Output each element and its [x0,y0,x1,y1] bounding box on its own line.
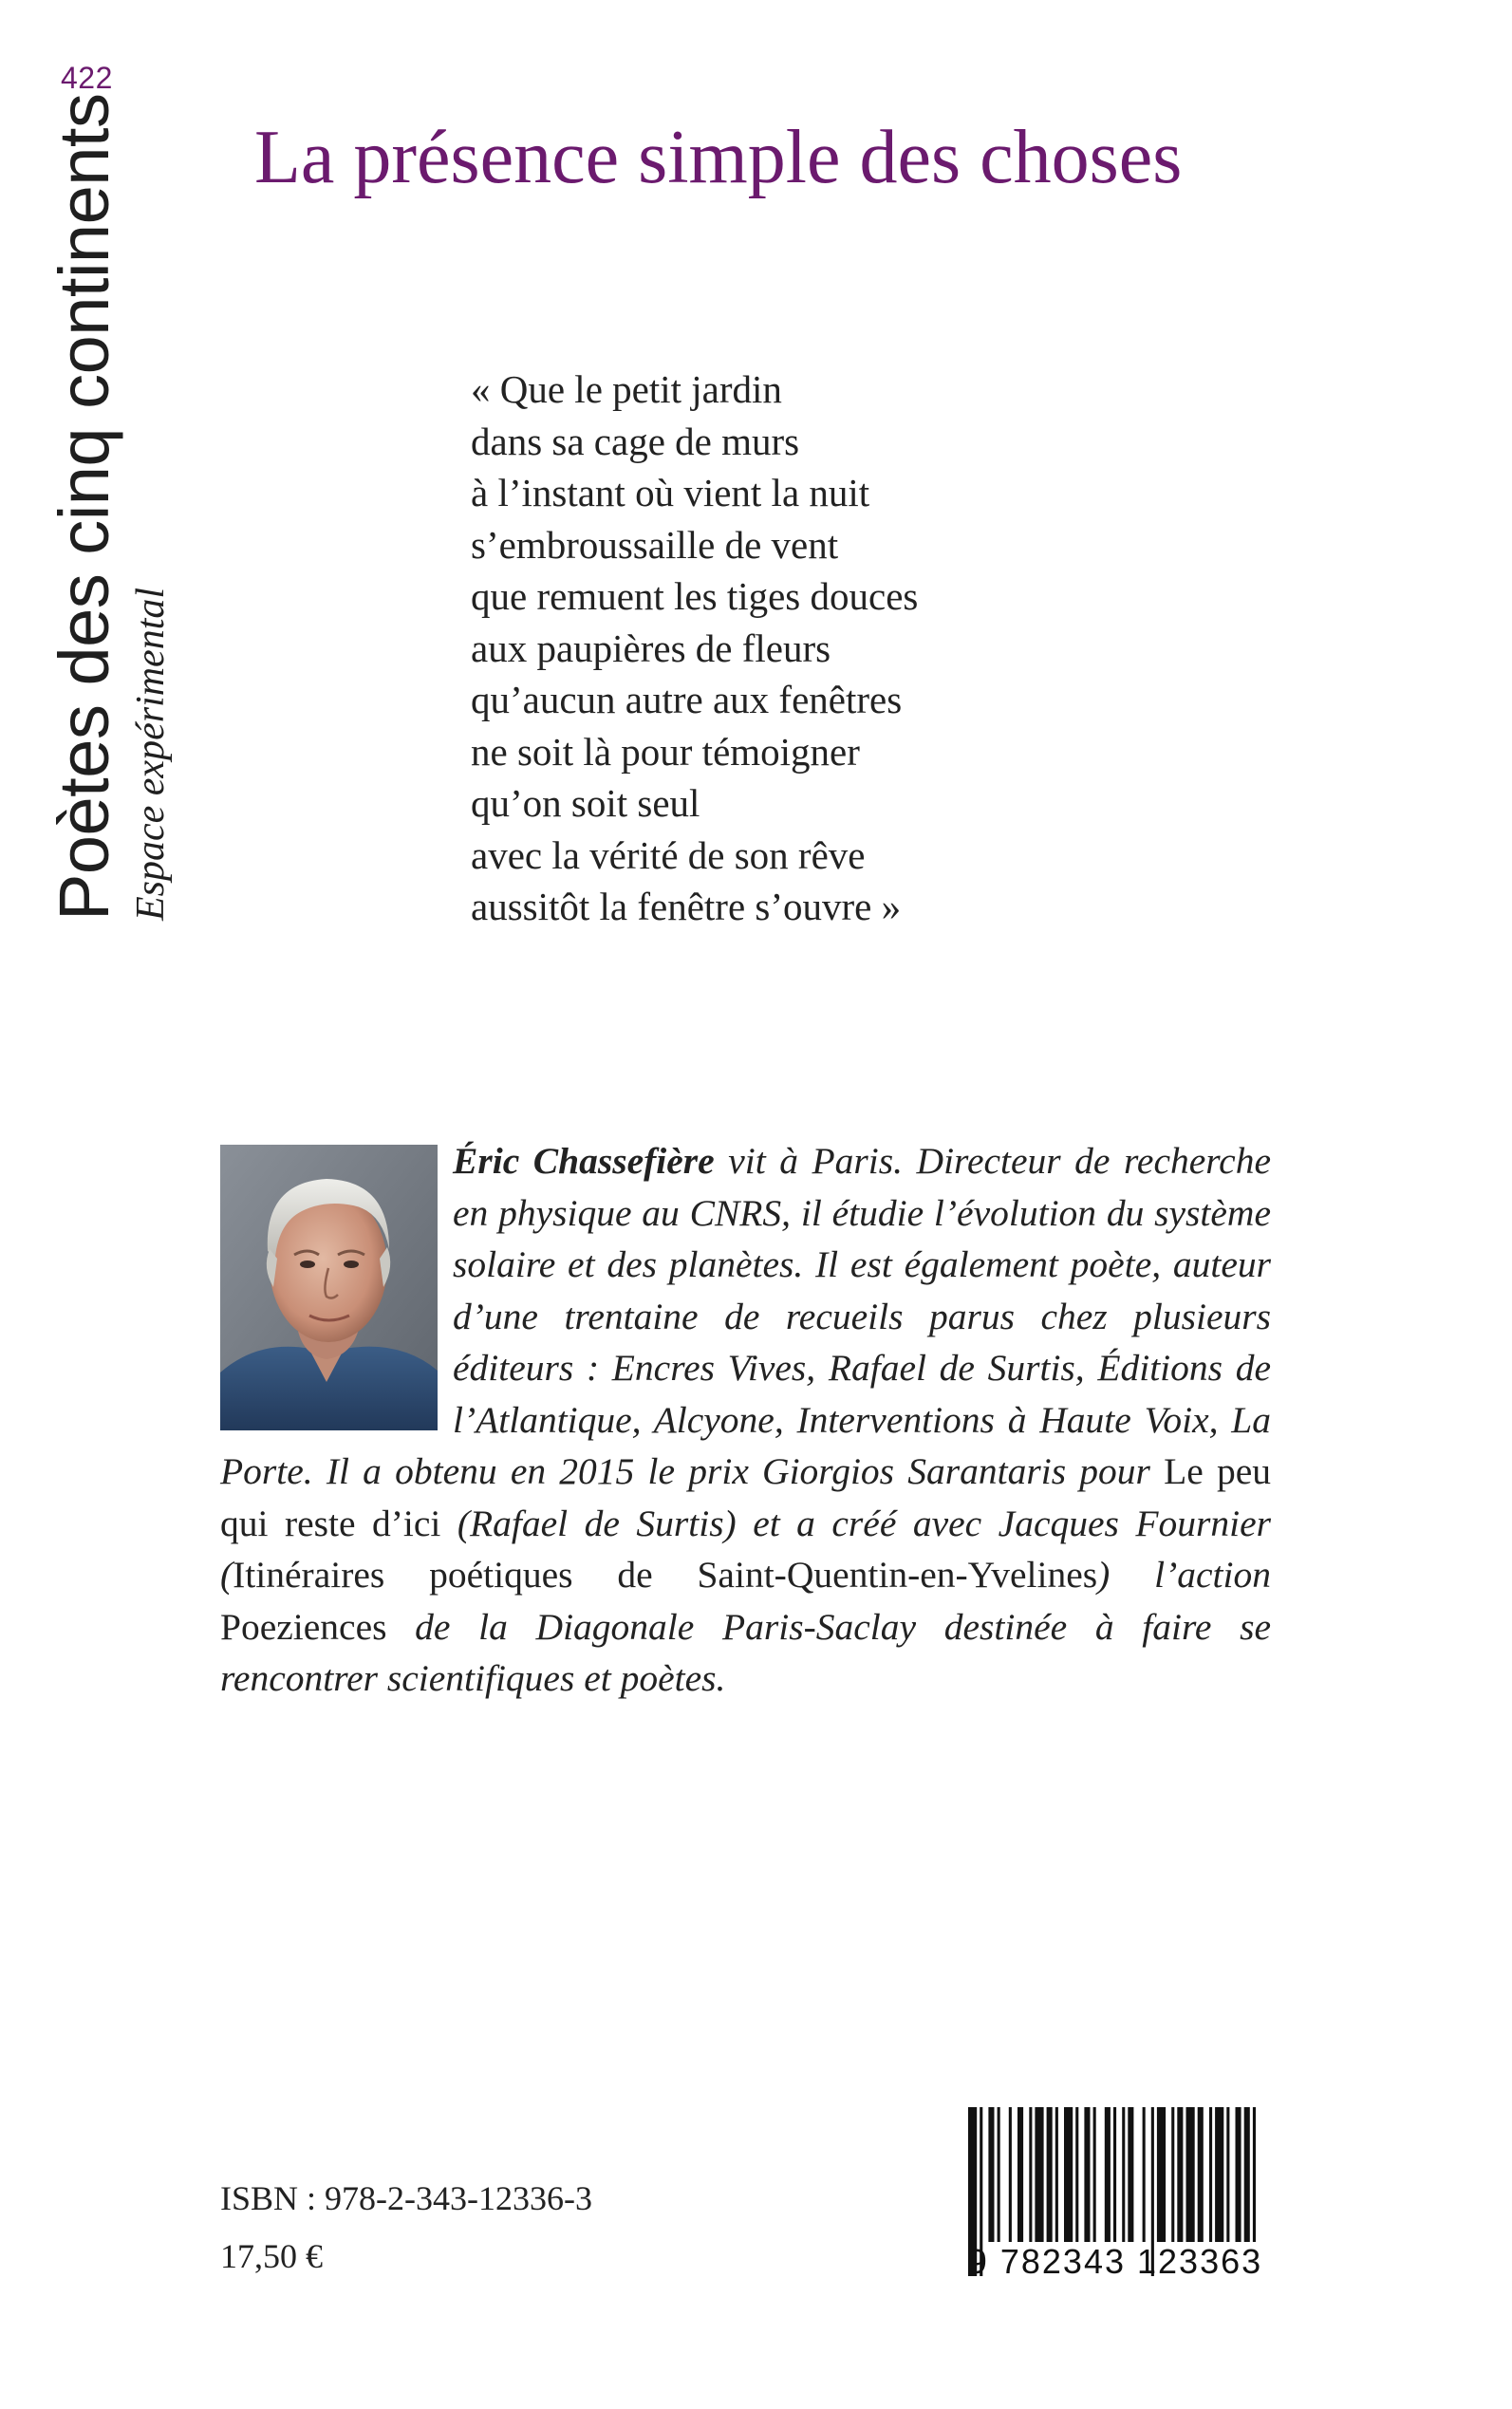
poem-line: aux paupières de fleurs [471,626,831,670]
barcode-bar [1186,2107,1195,2242]
poem-line: « Que le petit jardin [471,367,782,411]
barcode-bar [1177,2107,1183,2242]
barcode-bar [1122,2107,1125,2242]
poem-excerpt [471,364,918,933]
barcode-bar [1105,2107,1111,2242]
author-name: Éric Chassefière [453,1140,715,1182]
barcode-bar [1093,2107,1096,2242]
barcode-bar [1209,2107,1212,2242]
photo-spacer [220,1135,453,1441]
barcode-bar [1226,2107,1229,2242]
poem-line: que remuent les tiges douces [471,574,919,618]
bio-text: (Rafael de Surtis) et a créé avec Jacques Fournier ( [220,1502,1271,1596]
barcode-digits: 9 782343 123363 [967,2242,1263,2281]
bio-text: vit à Paris. Directeur de recherche en physique au CNRS, il étudie l’évolution du système solaire et des planètes. Il est également poète, auteur d’une trentaine de recueils parus chez plusieurs éditeurs : Encres Vives, Rafael de Surtis, Éditions de l’Atlantique, Alcyone, Interventions à Haute Voix, La Porte. Il a obtenu en 2015 le prix Giorgios Sarantaris pour [220,1140,1271,1492]
series-subtitle: Espace expérimental [129,587,173,921]
barcode-bar [1215,2107,1223,2242]
barcode-bar [998,2107,1000,2242]
price: 17,50 € [220,2237,323,2275]
isbn: ISBN : 978-2-343-12336-3 [220,2179,592,2217]
poem-line: ne soit là pour témoigner [471,729,860,774]
barcode-bar [1055,2107,1058,2242]
poem-line: dans sa cage de murs [471,419,800,463]
poem-line: avec la vérité de son rêve [471,832,866,877]
book-reference: Poeziences [220,1605,387,1648]
author-biography [220,1135,1271,1705]
barcode-bar [1128,2107,1133,2242]
barcode-bar [1253,2107,1256,2242]
barcode-bar [1143,2107,1146,2242]
poem-line: à l’instant où vient la nuit [471,471,870,514]
barcode-bar [1244,2107,1250,2242]
bio-text: de la Diagonale Paris-Saclay destinée à faire se rencontrer scientifiques et poètes. [220,1605,1271,1699]
barcode-bar [1075,2107,1078,2242]
barcode-bar [1047,2107,1053,2242]
poem-line: qu’aucun autre aux fenêtres [471,678,903,721]
barcode-bar [1236,2107,1241,2242]
barcode-bar [1113,2107,1116,2242]
barcode-bar [1035,2107,1043,2242]
spine-text [47,94,175,921]
barcode-bar [1017,2107,1023,2242]
barcode-bar [988,2107,994,2242]
bio-text: ) l’action [1097,1554,1271,1596]
barcode-bar [1084,2107,1090,2242]
barcode-bar [1198,2107,1204,2242]
book-reference: Itinéraires poétiques de Saint-Quentin-en-Yvelines [233,1554,1098,1596]
series-name: Poètes des cinq continents [45,93,123,921]
barcode-bar [1171,2107,1174,2242]
poem-line: s’embroussaille de vent [471,522,839,567]
book-reference: Le peu qui reste d’ici [220,1450,1271,1544]
book-title: La présence simple des choses [254,116,1183,199]
poem-line: qu’on soit seul [471,781,700,825]
poem-line: aussitôt la fenêtre s’ouvre » [471,885,902,928]
barcode-bar [1157,2107,1166,2242]
collection-number: 422 [61,61,113,95]
barcode-bar [1064,2107,1073,2242]
barcode-bar [1009,2107,1012,2242]
barcode-bar [1029,2107,1032,2242]
